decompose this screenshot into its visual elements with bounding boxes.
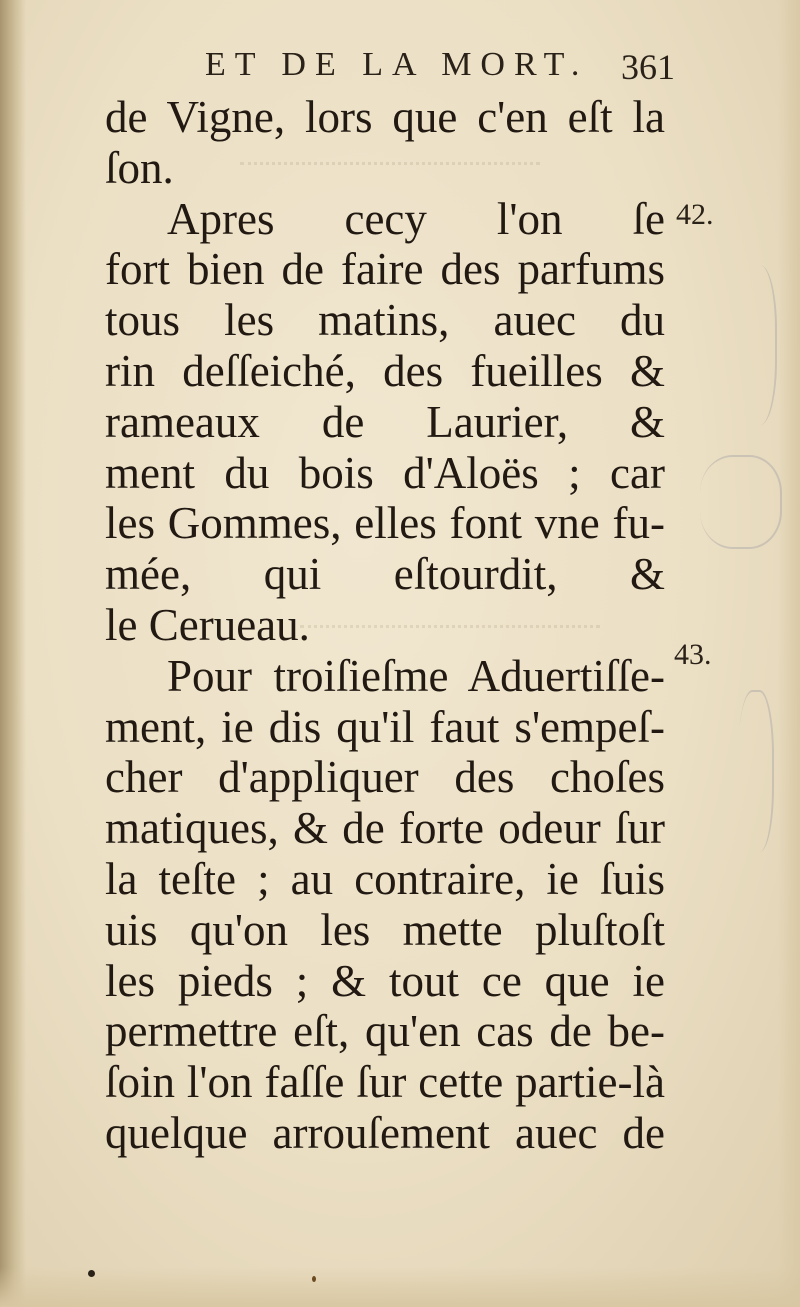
page-bottom-edge (0, 1267, 800, 1307)
text-line: matiques, & de forte odeur ſur (105, 803, 665, 854)
text-line: fort bien de faire des parfums (105, 244, 665, 295)
text-line: quelque arrouſement auec de (105, 1107, 665, 1158)
page-edge (778, 0, 800, 1307)
pencil-mark (735, 265, 777, 425)
text-line: de Vigne, lors que c'en eſt la (105, 92, 665, 142)
text-line: la teſte ; au contraire, ie ſuis (105, 853, 665, 904)
running-title: ET DE LA MORT. (205, 46, 589, 83)
text-line: les Gommes, elles font vne fu- (105, 498, 665, 549)
margin-note-42: 42. (676, 198, 714, 231)
gutter-shadow (0, 0, 26, 1307)
pencil-mark (738, 690, 774, 852)
text-line: ment, ie dis qu'il faut s'empeſ- (105, 701, 665, 752)
text-line: tous les matins, auec du (105, 295, 665, 346)
ink-fleck (312, 1276, 316, 1282)
text-line: Pour troiſieſme Aduertiſſe- (167, 650, 665, 701)
text-line: mée, qui eſtourdit, & (105, 549, 665, 600)
text-line: rin deſſeiché, des fueilles & (105, 345, 665, 396)
text-line: le Cerueau. (105, 599, 310, 650)
body-text (105, 92, 665, 1159)
page-number: 361 (621, 47, 675, 87)
ink-spot (88, 1270, 95, 1277)
text-line: ment du bois d'Aloës ; car (105, 447, 665, 498)
pencil-mark (700, 455, 782, 549)
text-line: rameaux de Laurier, & (105, 396, 665, 447)
text-line: uis qu'on les mette pluſtoſt (105, 904, 665, 955)
margin-note-43: 43. (674, 638, 712, 671)
text-line: cher d'appliquer des choſes (105, 752, 665, 803)
page-header (205, 46, 675, 90)
text-line: Apres cecy l'on ſe (167, 193, 665, 244)
text-line: ſoin l'on faſſe ſur cette partie-là (105, 1057, 665, 1108)
text-line: permettre eſt, qu'en cas de be- (105, 1006, 665, 1057)
text-line: ſon. (105, 142, 174, 193)
text-line: les pieds ; & tout ce que ie (105, 955, 665, 1006)
